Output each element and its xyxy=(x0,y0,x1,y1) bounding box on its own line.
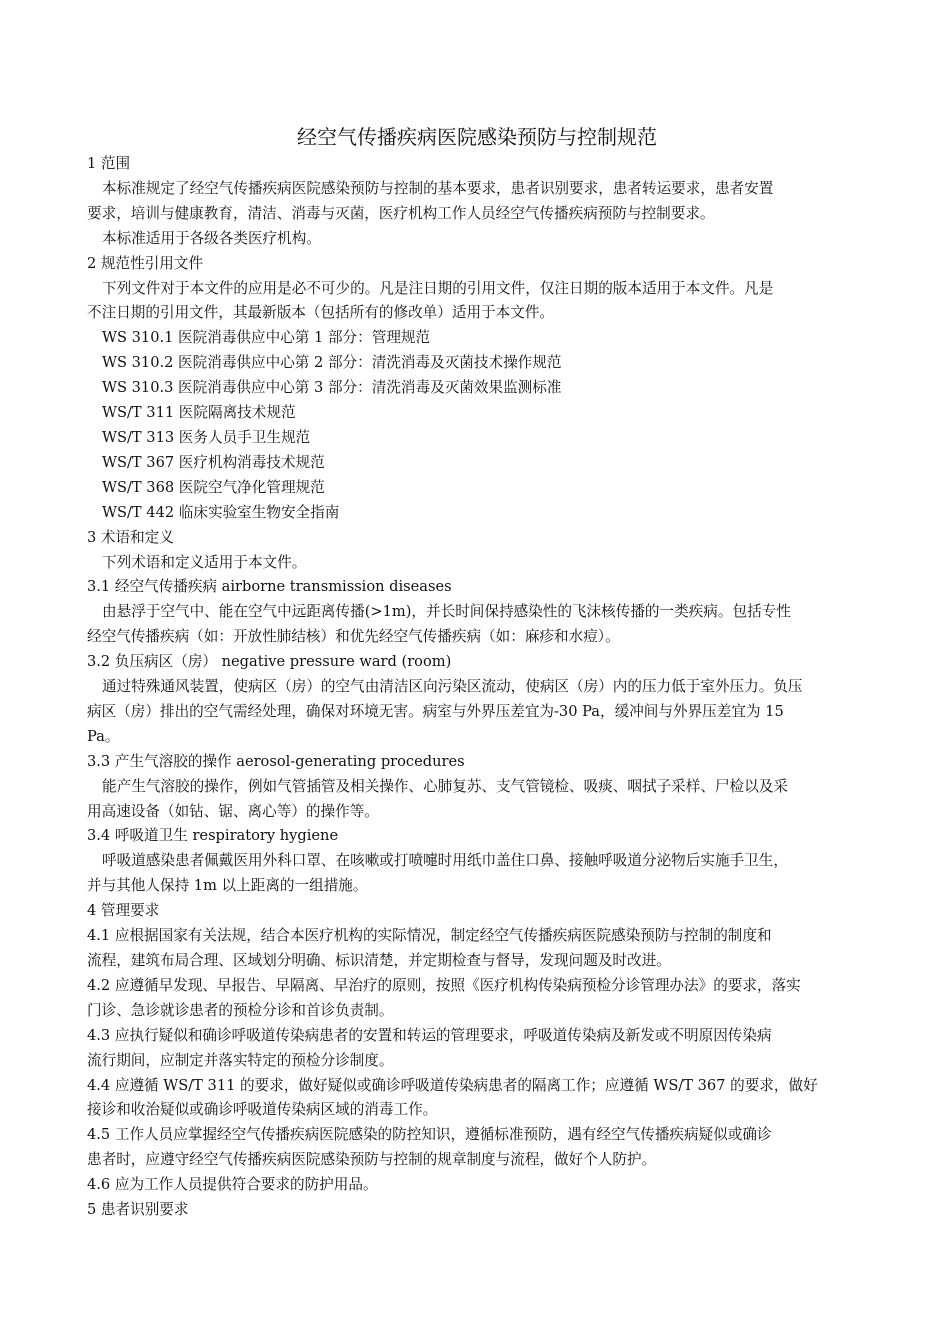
document-body xyxy=(87,152,867,1223)
paragraph-continuation: 4.2 应遵循早发现、早报告、早隔离、早治疗的原则，按照《医疗机构传染病预检分诊管理办法》的要求，落实 xyxy=(87,976,801,994)
paragraph-line: 下列术语和定义适用于本文件。 xyxy=(102,553,307,571)
paragraph-line: WS/T 313 医务人员手卫生规范 xyxy=(102,428,311,446)
paragraph-line: 由悬浮于空气中、能在空气中远距离传播(>1m)，并长时间保持感染性的飞沫核传播的一类疾病。包括专性 xyxy=(102,603,791,621)
paragraph-continuation: 经空气传播疾病（如：开放性肺结核）和优先经空气传播疾病（如：麻疹和水痘）。 xyxy=(87,628,620,646)
section-heading: 3.4 呼吸道卫生 respiratory hygiene xyxy=(87,827,339,845)
paragraph-line: WS 310.1 医院消毒供应中心第 1 部分：管理规范 xyxy=(102,329,431,347)
paragraph-line: WS 310.3 医院消毒供应中心第 3 部分：清洗消毒及灭菌效果监测标准 xyxy=(102,379,562,397)
document-title: 经空气传播疾病医院感染预防与控制规范 xyxy=(297,125,657,149)
paragraph-line: 下列文件对于本文件的应用是必不可少的。凡是注日期的引用文件，仅注日期的版本适用于本文件。凡是 xyxy=(102,279,774,297)
paragraph-line: WS/T 367 医疗机构消毒技术规范 xyxy=(102,453,325,471)
paragraph-continuation: 不注日期的引用文件，其最新版本（包括所有的修改单）适用于本文件。 xyxy=(87,304,555,322)
document-page xyxy=(87,122,867,1223)
paragraph-continuation: Pa。 xyxy=(87,727,120,745)
paragraph-continuation: 用高速设备（如钻、锯、离心等）的操作等。 xyxy=(87,802,379,820)
paragraph-continuation: 4.6 应为工作人员提供符合要求的防护用品。 xyxy=(87,1176,378,1194)
section-heading: 3.2 负压病区（房） negative pressure ward (room) xyxy=(87,653,452,671)
paragraph-continuation: 病区（房）排出的空气需经处理，确保对环境无害。病室与外界压差宜为-30 Pa，缓冲间与外界压差宜为 15 xyxy=(87,702,784,720)
paragraph-line: WS/T 311 医院隔离技术规范 xyxy=(102,404,296,422)
paragraph-continuation: 流行期间，应制定并落实特定的预检分诊制度。 xyxy=(87,1051,394,1069)
paragraph-continuation: 4.3 应执行疑似和确诊呼吸道传染病患者的安置和转运的管理要求，呼吸道传染病及新发或不明原因传染病 xyxy=(87,1026,772,1044)
paragraph-continuation: 4.1 应根据国家有关法规，结合本医疗机构的实际情况，制定经空气传播疾病医院感染预防与控制的制度和 xyxy=(87,927,772,945)
paragraph-line: 能产生气溶胶的操作，例如气管插管及相关操作、心肺复苏、支气管镜检、吸痰、咽拭子采样、尸检以及采 xyxy=(102,777,788,795)
section-heading: 4 管理要求 xyxy=(87,902,160,920)
paragraph-continuation: 患者时，应遵守经空气传播疾病医院感染预防与控制的规章制度与流程，做好个人防护。 xyxy=(87,1151,657,1169)
section-heading: 5 患者识别要求 xyxy=(87,1201,189,1219)
paragraph-line: 本标准适用于各级各类医疗机构。 xyxy=(102,229,321,247)
paragraph-line: WS/T 368 医院空气净化管理规范 xyxy=(102,478,325,496)
section-heading: 3.1 经空气传播疾病 airborne transmission diseases xyxy=(87,578,452,596)
paragraph-line: WS 310.2 医院消毒供应中心第 2 部分：清洗消毒及灭菌技术操作规范 xyxy=(102,354,562,372)
paragraph-continuation: 要求，培训与健康教育，清洁、消毒与灭菌，医疗机构工作人员经空气传播疾病预防与控制要求。 xyxy=(87,204,715,222)
paragraph-continuation: 流程，建筑布局合理、区域划分明确、标识清楚，并定期检查与督导，发现问题及时改进。 xyxy=(87,952,671,969)
paragraph-continuation: 4.5 工作人员应掌握经空气传播疾病医院感染的防控知识，遵循标准预防，遇有经空气传播疾病疑似或确诊 xyxy=(87,1126,772,1144)
paragraph-continuation: 并与其他人保持 1m 以上距离的一组措施。 xyxy=(87,877,368,895)
paragraph-line: 本标准规定了经空气传播疾病医院感染预防与控制的基本要求，患者识别要求，患者转运要求，患者安置 xyxy=(102,179,774,197)
paragraph-line: 通过特殊通风装置，使病区（房）的空气由清洁区向污染区流动，使病区（房）内的压力低于室外压力。负压 xyxy=(102,678,803,696)
paragraph-continuation: 门诊、急诊就诊患者的预检分诊和首诊负责制。 xyxy=(87,1001,394,1019)
section-heading: 1 范围 xyxy=(87,155,131,172)
paragraph-line: WS/T 442 临床实验室生物安全指南 xyxy=(102,503,340,521)
section-heading: 3.3 产生气溶胶的操作 aerosol-generating procedures xyxy=(87,752,465,770)
paragraph-continuation: 接诊和收治疑似或确诊呼吸道传染病区域的消毒工作。 xyxy=(87,1101,438,1119)
paragraph-continuation: 4.4 应遵循 WS/T 311 的要求，做好疑似或确诊呼吸道传染病患者的隔离工作；应遵循 WS/T 367 的要求，做好 xyxy=(87,1076,818,1094)
section-heading: 3 术语和定义 xyxy=(87,528,174,546)
paragraph-line: 呼吸道感染患者佩戴医用外科口罩、在咳嗽或打喷嚏时用纸巾盖住口鼻、接触呼吸道分泌物后实施手卫生， xyxy=(102,852,788,870)
section-heading: 2 规范性引用文件 xyxy=(87,254,204,272)
